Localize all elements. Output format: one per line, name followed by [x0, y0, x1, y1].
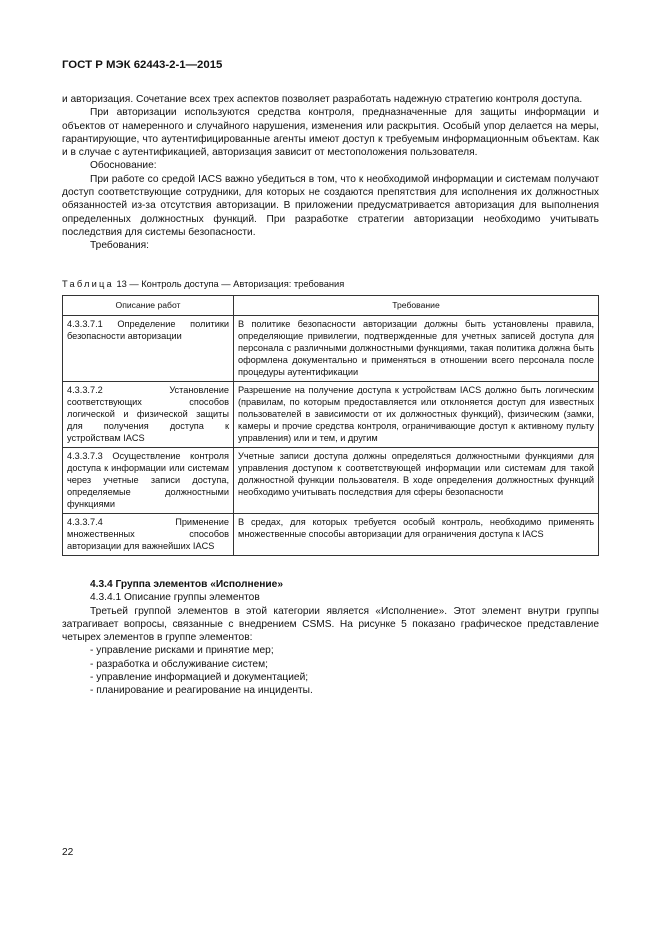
list-item: - управление информацией и документацией;	[90, 672, 309, 684]
document-header: ГОСТ Р МЭК 62443-2-1—2015	[62, 59, 223, 71]
paragraph-continuation: и авторизация. Сочетание всех трех аспектов позволяет разработать надежную стратегию контроля доступа.	[62, 94, 583, 105]
list-item: - управление рисками и принятие мер;	[90, 645, 274, 657]
table-caption	[62, 279, 344, 289]
body-text	[62, 93, 599, 253]
work-cell: 4.3.3.7.4 Применение множественных способов авторизации для важнейших IACS	[63, 514, 234, 556]
paragraph-authorization: При авторизации используются средства контроля, предназначенные для защиты информации и объектов от намеренного и случайного нарушения, изменения или раскрытия. Особый упор делается на меры, гарантирующие, что аутентифицированные агенты имеют доступ к требуемым информационным объектам. Как и в случае с аутентификацией, авторизация зависит от местоположения пользователя.	[62, 107, 599, 159]
element-list	[62, 644, 599, 697]
requirement-cell: В политике безопасности авторизации должны быть установлены правила, определяющие привилегии, подтвержденные для учетных записей доступа для персонала с различными должностными функциями, такая политика должна быть оформлена документально и применяться в отношении всего персонала после процедуры аутентификации	[234, 316, 599, 382]
table-header-row	[63, 296, 599, 316]
requirement-cell: Разрешение на получение доступа к устройствам IACS должно быть логическим (правилам, по которым предоставляется или отклоняется доступ для известных пользователей в зависимости от их должностных функций), физическим (замки, камеры и прочие средства контроля, ограничивающие доступ к активному пульту управления) или и тем, и другим	[234, 382, 599, 448]
work-cell: 4.3.3.7.2 Установление соответствующих способов логической и физической защиты для получения доступа к устройствам IACS	[63, 382, 234, 448]
paragraph-requirements-label: Требования:	[90, 240, 149, 252]
requirement-cell: Учетные записи доступа должны определяться должностными функциями для управления доступом к соответствующей информации или системам для такой должностной функции пользователя. В ходе определения должностных функций необходимо учитывать последствия для сферы безопасности	[234, 448, 599, 514]
page-number: 22	[62, 847, 74, 858]
list-item: - разработка и обслуживание систем;	[90, 658, 268, 670]
requirement-cell: В средах, для которых требуется особый контроль, необходимо применять множественные способы авторизации для ограничения доступа к IACS	[234, 514, 599, 556]
section-paragraph: Третьей группой элементов в этой категории является «Исполнение». Этот элемент внутри группы затрагивает вопросы, связанные с внедрением CSMS. На рисунке 5 показано графическое представление четырех элементов в группе элементов:	[62, 605, 599, 644]
section-execution	[62, 578, 599, 698]
requirements-table	[62, 295, 599, 556]
column-header-work: Описание работ	[63, 296, 234, 316]
table-row	[63, 514, 599, 556]
list-item: - планирование и реагирование на инциденты.	[90, 685, 313, 697]
section-subheading: 4.3.4.1 Описание группы элементов	[90, 592, 260, 604]
column-header-requirement: Требование	[234, 296, 599, 316]
paragraph-rationale: При работе со средой IACS важно убедиться в том, что к необходимой информации и системам получают доступ соответствующие сотрудники, для которых не создаются препятствия для исполнения их должностных обязанностей из-за отсутствия авторизации. В приложении предусматривается авторизация для выполнения определенных должностных функций. При разработке стратегии авторизации необходимо учитывать последствия для системы безопасности.	[62, 173, 599, 238]
work-cell: 4.3.3.7.3 Осуществление контроля доступа к информации или системам через учетные записи доступа, определяемые должностными функциями	[63, 448, 234, 514]
table-row	[63, 316, 599, 382]
table-caption-prefix: Таблица	[62, 279, 114, 289]
section-heading: 4.3.4 Группа элементов «Исполнение»	[90, 579, 284, 590]
paragraph-rationale-label: Обоснование:	[90, 160, 157, 172]
table-row	[63, 382, 599, 448]
table-caption-title: 13 — Контроль доступа — Авторизация: требования	[113, 279, 345, 289]
table-row	[63, 448, 599, 514]
work-cell: 4.3.3.7.1 Определение политики безопасности авторизации	[63, 316, 234, 382]
